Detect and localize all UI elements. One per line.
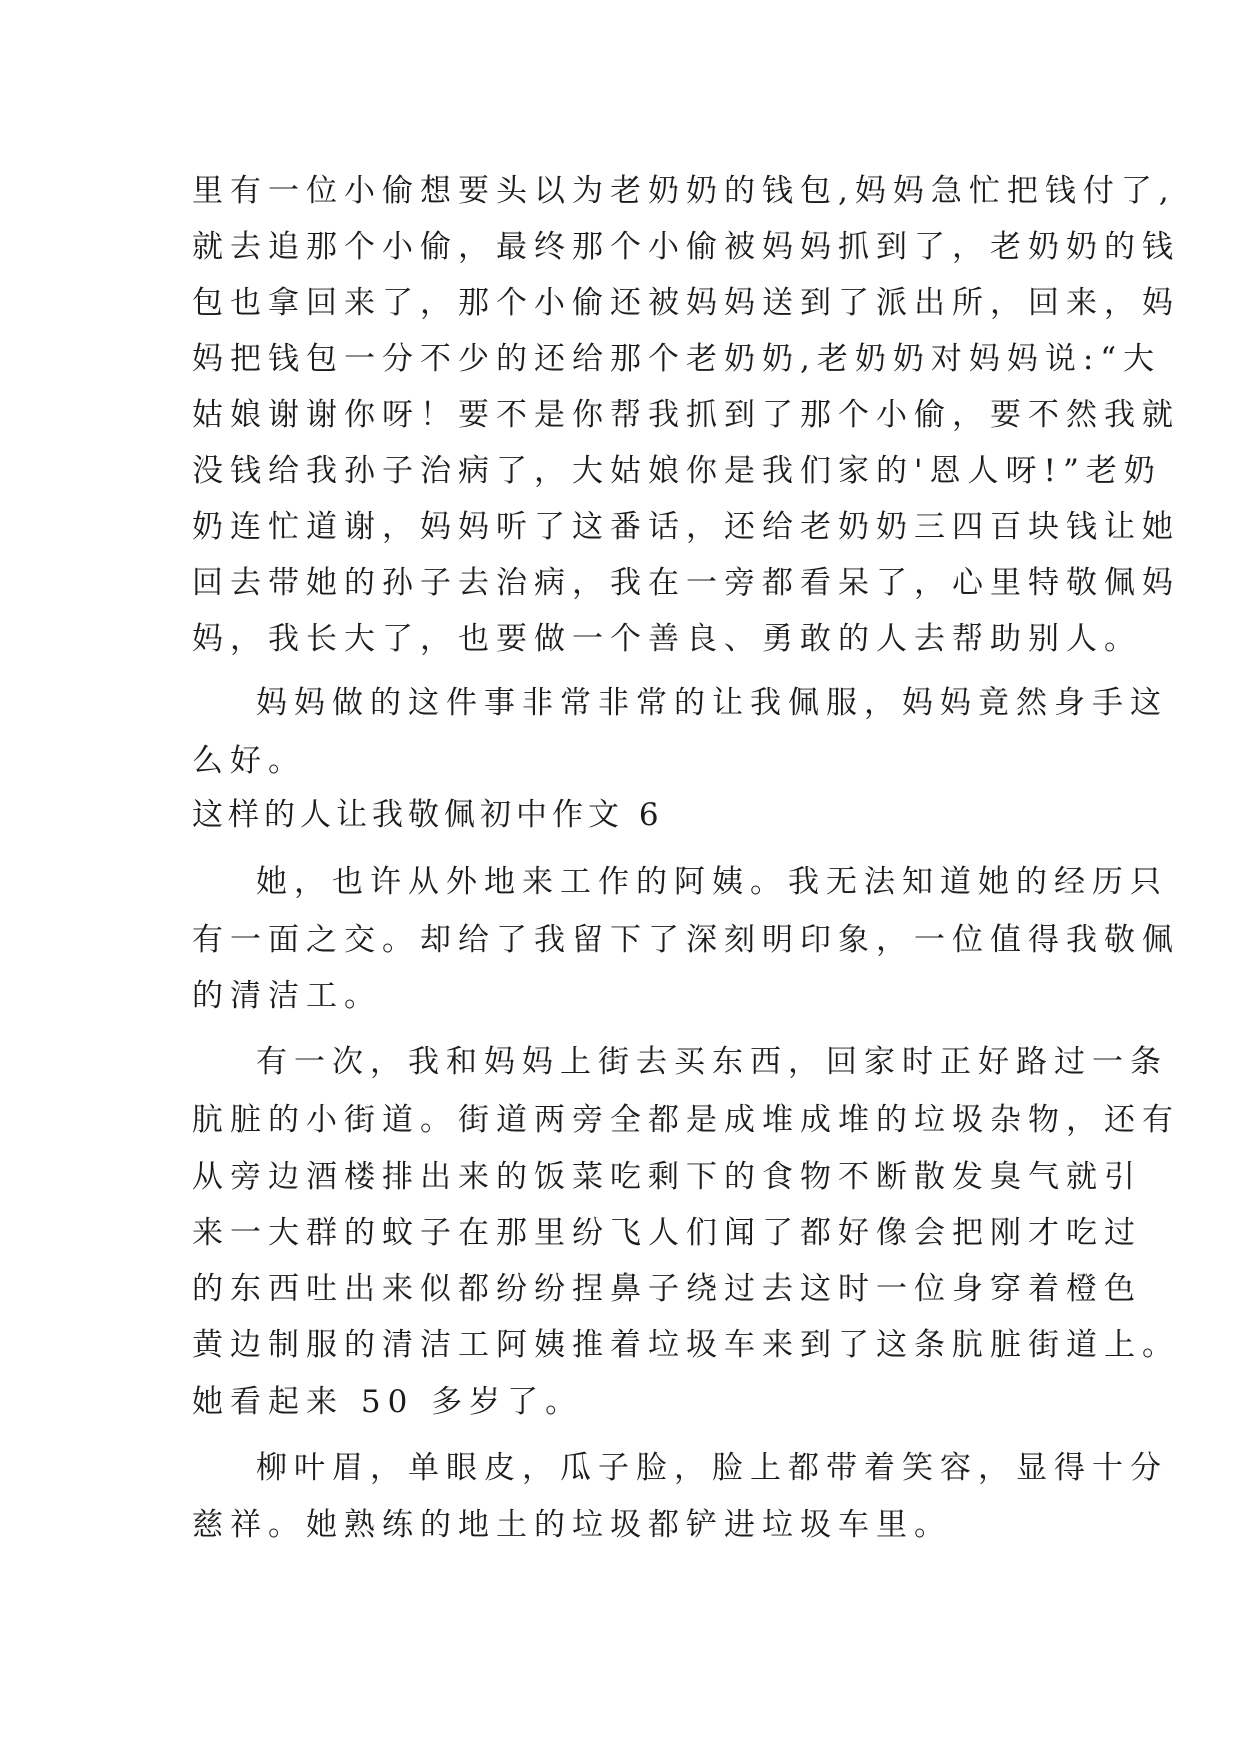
text-line: 慈祥。她熟练的地土的垃圾都铲进垃圾车里。	[192, 1507, 952, 1543]
text-line: 妈把钱包一分不少的还给那个老奶奶,老奶奶对妈妈说:“大	[192, 341, 1162, 377]
text-line: 有一面之交。却给了我留下了深刻明印象，一位值得我敬佩	[192, 922, 1180, 958]
paragraph-first-line: 有一次，我和妈妈上街去买东西，回家时正好路过一条	[256, 1044, 1168, 1080]
paragraph-first-line: 妈妈做的这件事非常非常的让我佩服，妈妈竟然身手这	[256, 685, 1168, 721]
text-line: 的东西吐出来似都纷纷捏鼻子绕过去这时一位身穿着橙色	[192, 1271, 1142, 1307]
paragraph-first-line: 她，也许从外地来工作的阿姨。我无法知道她的经历只	[256, 864, 1168, 900]
section-heading: 这样的人让我敬佩初中作文 6	[192, 797, 664, 833]
paragraph-first-line: 柳叶眉，单眼皮，瓜子脸，脸上都带着笑容，显得十分	[256, 1450, 1168, 1486]
text-line: 黄边制服的清洁工阿姨推着垃圾车来到了这条肮脏街道上。	[192, 1327, 1180, 1363]
text-line: 她看起来 50 多岁了。	[192, 1384, 584, 1420]
text-line: 来一大群的蚊子在那里纷飞人们闻了都好像会把刚才吃过	[192, 1215, 1142, 1251]
text-line: 姑娘谢谢你呀！要不是你帮我抓到了那个小偷，要不然我就	[192, 397, 1180, 433]
text-line: 肮脏的小街道。街道两旁全都是成堆成堆的垃圾杂物，还有	[192, 1102, 1180, 1138]
text-line: 么好。	[192, 743, 306, 779]
text-line: 包也拿回来了，那个小偷还被妈妈送到了派出所，回来，妈	[192, 285, 1180, 321]
text-line: 回去带她的孙子去治病，我在一旁都看呆了，心里特敬佩妈	[192, 565, 1180, 601]
text-line: 里有一位小偷想要头以为老奶奶的钱包,妈妈急忙把钱付了,	[192, 173, 1176, 209]
text-line: 没钱给我孙子治病了，大姑娘你是我们家的'恩人呀!”老奶	[192, 453, 1162, 489]
text-line: 的清洁工。	[192, 978, 382, 1014]
text-line: 就去追那个小偷，最终那个小偷被妈妈抓到了，老奶奶的钱	[192, 229, 1180, 265]
text-line: 奶连忙道谢，妈妈听了这番话，还给老奶奶三四百块钱让她	[192, 509, 1180, 545]
text-line: 从旁边酒楼排出来的饭菜吃剩下的食物不断散发臭气就引	[192, 1159, 1142, 1195]
text-line: 妈，我长大了，也要做一个善良、勇敢的人去帮助别人。	[192, 621, 1142, 657]
